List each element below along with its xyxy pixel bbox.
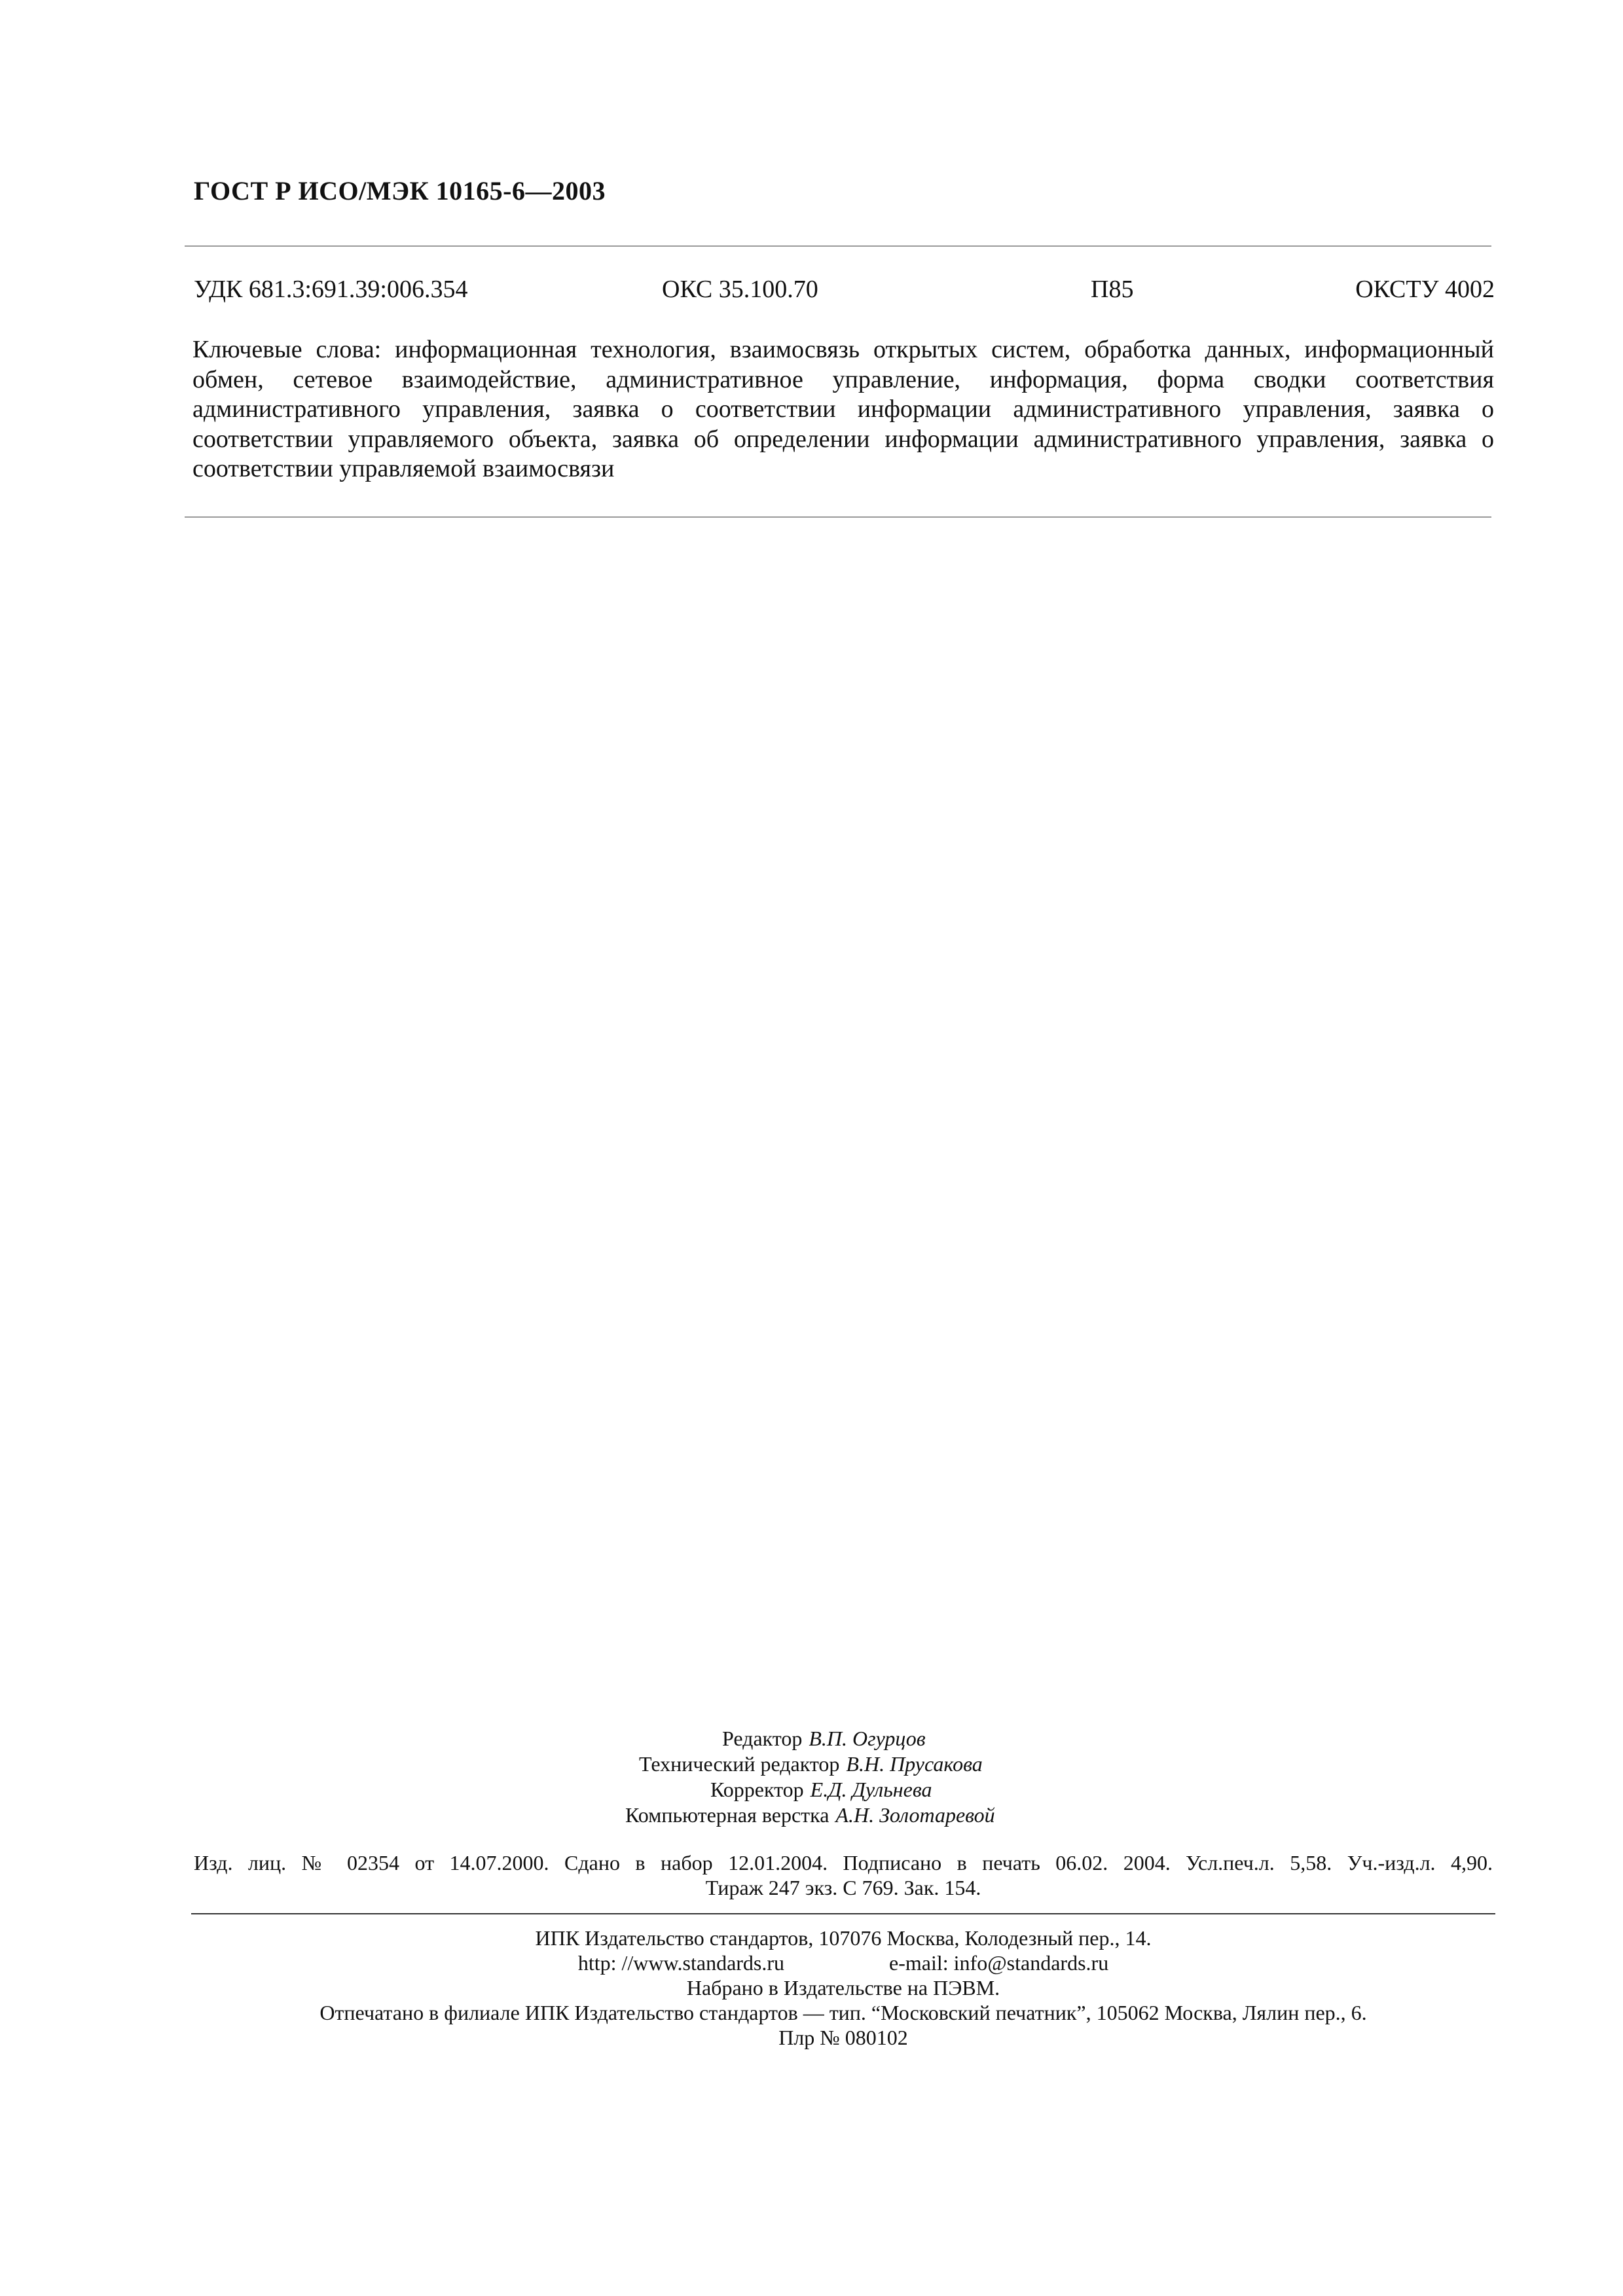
credit-corrector <box>0 1777 1623 1803</box>
publisher-address: ИПК Издательство стандартов, 107076 Москва, Колодезный пер., 14. <box>535 1926 1152 1950</box>
okstu-code: ОКСТУ 4002 <box>1355 276 1495 303</box>
publisher-block <box>191 1926 1495 2050</box>
oks-code: ОКС 35.100.70 <box>662 276 818 303</box>
credit-editor <box>0 1726 1623 1751</box>
keywords-divider <box>185 516 1491 518</box>
publisher-contacts <box>191 1950 1495 1975</box>
publisher-website: http: //www.standards.ru <box>577 1951 785 1975</box>
credit-layout <box>0 1803 1623 1828</box>
credit-name: В.Н. Прусакова <box>846 1752 983 1776</box>
p-code: П85 <box>1091 276 1134 303</box>
print-info <box>194 1850 1493 1900</box>
credit-name: А.Н. Золотаревой <box>835 1803 995 1827</box>
keywords-paragraph: Ключевые слова: информационная технология, взаимосвязь открытых систем, обработка данных, информационный обмен, сетевое взаимодействие, административное управление, информация, форма сводки соответствия административного управления, заявка о соответствии информации административного управления, заявка о соответствии управляемого объекта, заявка об определении информации административного управления, заявка о соответствии управляемой взаимосвязи <box>192 336 1494 482</box>
credit-name: Е.Д. Дульнева <box>810 1778 932 1801</box>
credit-tech-editor <box>0 1751 1623 1777</box>
print-info-line: Изд. лиц. № 02354 от 14.07.2000. Сдано в набор 12.01.2004. Подписано в печать 06.02. 2004. Усл.печ.л. 5,58. Уч.-изд.л. 4,90. <box>194 1851 1493 1874</box>
print-info-line: Тираж 247 экз. С 769. Зак. 154. <box>705 1876 981 1899</box>
publisher-divider <box>191 1913 1495 1914</box>
credit-role: Компьютерная верстка <box>625 1803 830 1827</box>
credit-role: Технический редактор <box>639 1752 840 1776</box>
credits-block <box>0 1726 1623 1828</box>
credit-name: В.П. Огурцов <box>809 1727 926 1750</box>
credit-role: Корректор <box>710 1778 804 1801</box>
plr-number: Плр № 080102 <box>778 2026 908 2049</box>
document-title: ГОСТ Р ИСО/МЭК 10165-6—2003 <box>194 176 606 206</box>
printed-note: Отпечатано в филиале ИПК Издательство стандартов — тип. “Московский печатник”, 105062 Москва, Лялин пер., 6. <box>319 2001 1367 2024</box>
udk-code: УДК 681.3:691.39:006.354 <box>194 276 468 303</box>
top-divider <box>185 245 1491 247</box>
credit-role: Редактор <box>722 1727 803 1750</box>
publisher-email: e-mail: info@standards.ru <box>889 1951 1109 1975</box>
typeset-note: Набрано в Издательстве на ПЭВМ. <box>686 1976 1000 2000</box>
